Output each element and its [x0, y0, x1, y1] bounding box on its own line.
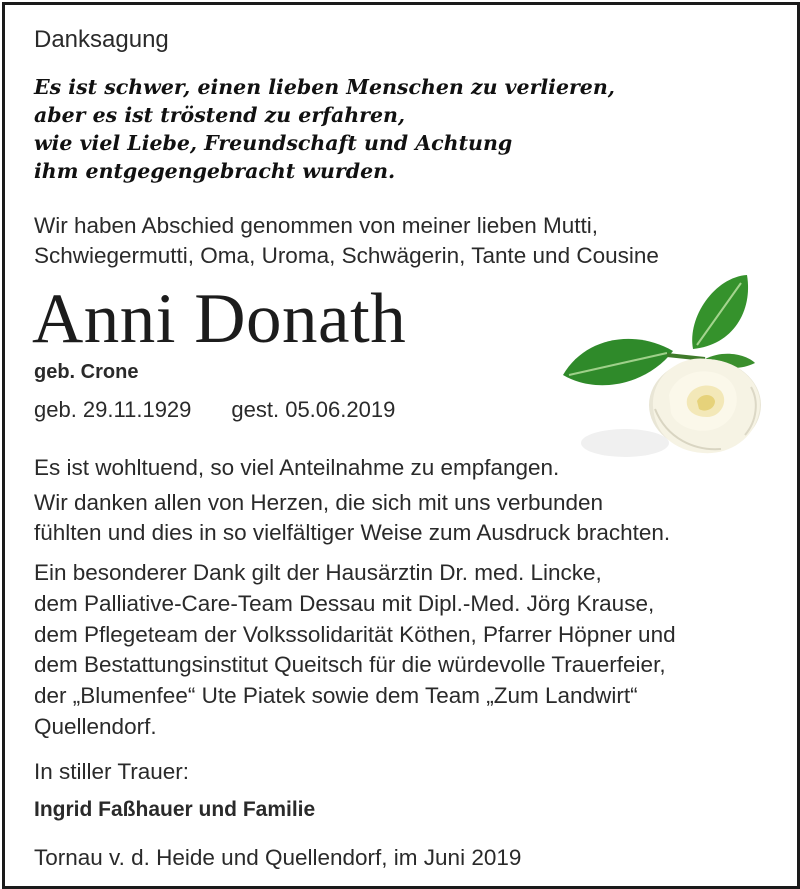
paragraph-1: Es ist wohltuend, so viel Anteilnahme zu empfangen.: [34, 455, 560, 480]
obituary-card: [2, 2, 800, 889]
paragraph-line: Ein besonderer Dank gilt der Hausärztin Dr. med. Lincke,: [34, 560, 602, 585]
paragraph-line: dem Pflegeteam der Volkssolidarität Köthen, Pfarrer Höpner und: [34, 621, 676, 647]
place-date: Tornau v. d. Heide und Quellendorf, im Juni 2019: [34, 845, 522, 870]
motto-line: Es ist schwer, einen lieben Menschen zu verlieren,: [34, 75, 615, 99]
life-dates: [34, 395, 395, 425]
motto: [34, 73, 615, 185]
paragraph-line: dem Bestattungsinstitut Queitsch für die würdevolle Trauerfeier,: [34, 652, 666, 678]
paragraph-line: Quellendorf.: [34, 713, 157, 739]
death-date: gest. 05.06.2019: [231, 397, 396, 422]
motto-line: aber es ist tröstend zu erfahren,: [34, 103, 406, 127]
birth-name: geb. Crone: [34, 361, 139, 383]
mourning-line: In stiller Trauer:: [34, 759, 190, 784]
paragraph-line: dem Palliative-Care-Team Dessau mit Dipl.-Med. Jörg Krause,: [34, 590, 655, 616]
birth-date: geb. 29.11.1929: [34, 397, 192, 422]
deceased-name: Anni Donath: [32, 280, 407, 358]
motto-line: wie viel Liebe, Freundschaft und Achtung: [34, 131, 513, 155]
intro-line: Wir haben Abschied genommen von meiner lieben Mutti,: [34, 213, 599, 238]
heading: Danksagung: [34, 26, 169, 53]
motto-line: ihm entgegengebracht wurden.: [34, 159, 396, 183]
paragraph-line: fühlten und dies in so vielfältiger Weise zum Ausdruck brachten.: [34, 520, 671, 545]
paragraph-line: Wir danken allen von Herzen, die sich mit uns verbunden: [34, 490, 604, 515]
white-rose-icon: [555, 267, 775, 467]
paragraph-3: [34, 558, 676, 743]
intro-line: Schwiegermutti, Oma, Uroma, Schwägerin, Tante und Cousine: [34, 243, 659, 268]
intro-text: [34, 211, 659, 271]
paragraph-line: der „Blumenfee“ Ute Piatek sowie dem Team „Zum Landwirt“: [34, 683, 638, 709]
paragraph-2: [34, 488, 670, 548]
signature: Ingrid Faßhauer und Familie: [34, 798, 316, 821]
